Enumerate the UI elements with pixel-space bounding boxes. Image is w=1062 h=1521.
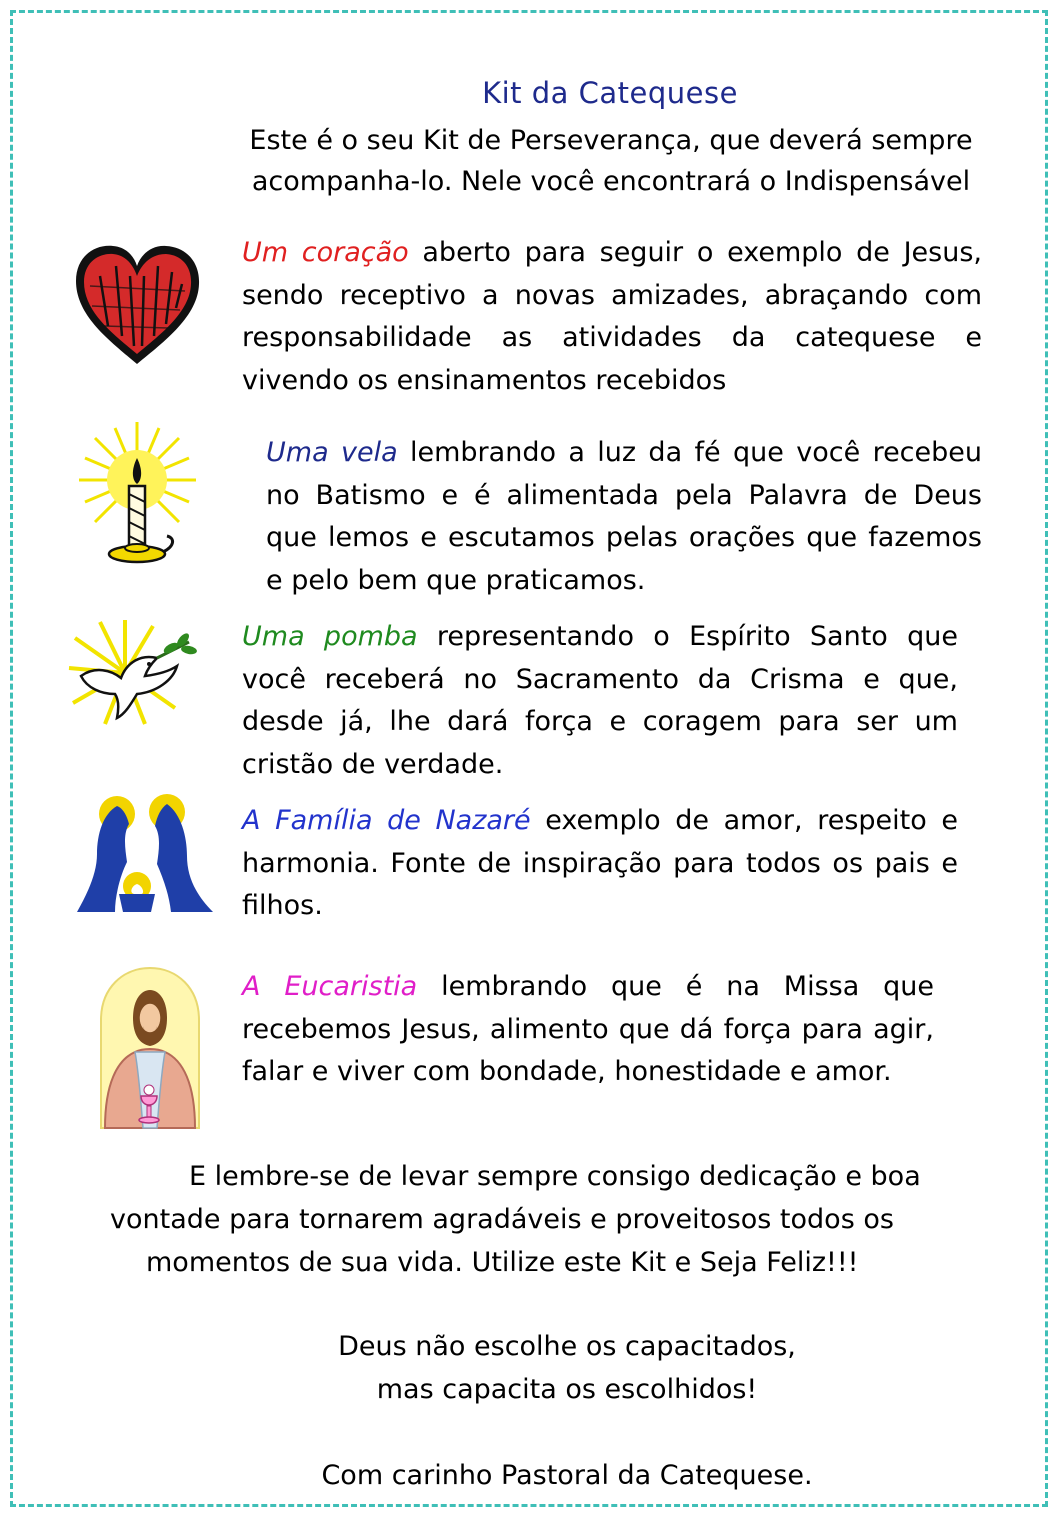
candle-icon [75, 420, 200, 570]
closing-line: vontade para tornarem agradáveis e proveitosos todos os [110, 1204, 894, 1235]
item-candle-body: lembrando a luz da fé que você recebeu no Batismo e é alimentada pela Palavra de Deus que lemos e escutamos pelas orações que fazemos e pelo bem que praticamos. [266, 437, 983, 596]
intro-line: acompanha-lo. Nele você encontrará o Indispensável [251, 166, 971, 197]
item-family-body: exemplo de amor, respeito e harmonia. Fonte de inspiração para todos os pais e filhos. [242, 805, 958, 921]
item-heart-lead: Um coração [242, 237, 409, 268]
dove-icon [65, 618, 205, 728]
item-candle-text [266, 432, 982, 602]
intro-line: Este é o seu Kit de Perseverança, que deverá sempre [249, 125, 973, 156]
heart-icon [70, 236, 205, 371]
motto-line: mas capacita os escolhidos! [376, 1374, 758, 1405]
item-family-text [242, 800, 958, 928]
page-title: Kit da Catequese [482, 76, 738, 110]
holy-family-icon [75, 794, 215, 916]
item-eucharist-text [242, 966, 934, 1094]
intro-text [226, 120, 996, 202]
signature: Com carinho Pastoral da Catequese. [321, 1460, 813, 1491]
item-dove-text [242, 616, 958, 786]
motto-line: Deus não escolhe os capacitados, [338, 1331, 796, 1362]
item-candle-lead: Uma vela [266, 437, 398, 468]
jesus-eucharist-icon [95, 964, 205, 1132]
item-eucharist-lead: A Eucaristia [242, 971, 418, 1002]
item-eucharist-body: lembrando que é na Missa que recebemos Jesus, alimento que dá força para agir, falar e viver com bondade, honestidade e amor. [242, 971, 935, 1087]
item-family-lead: A Família de Nazaré [242, 805, 531, 836]
closing-line: momentos de sua vida. Utilize este Kit e Seja Feliz!!! [146, 1247, 859, 1278]
closing-line: E lembre-se de levar sempre consigo dedicação e boa [189, 1161, 921, 1192]
item-dove-body: representando o Espírito Santo que você receberá no Sacramento da Crisma e que, desde já, lhe dará força e coragem para ser um cristão de verdade. [242, 621, 958, 780]
item-dove-lead: Uma pomba [242, 621, 418, 652]
item-heart-text [242, 232, 982, 402]
item-heart-body: aberto para seguir o exemplo de Jesus, sendo receptivo a novas amizades, abraçando com responsabilidade as atividades da catequese e vivendo os ensinamentos recebidos [242, 237, 982, 396]
